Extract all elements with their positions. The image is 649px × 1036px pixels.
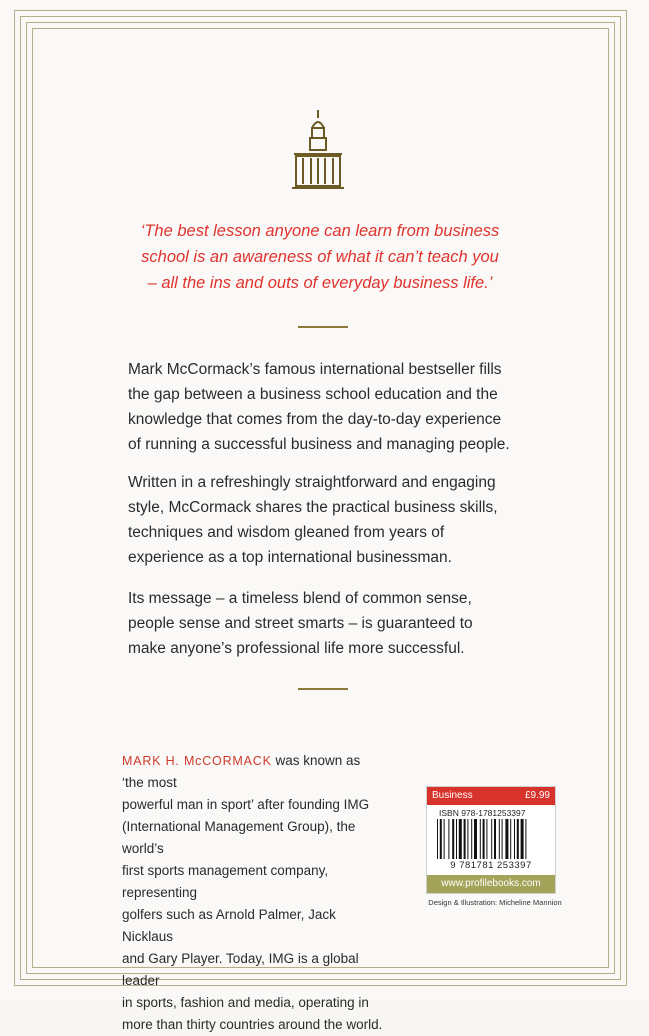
text-fragment: was known as ‘the most bbox=[122, 753, 361, 790]
text-line: more than thirty countries around the world. bbox=[122, 1017, 383, 1032]
design-credit: Design & Illustration: Micheline Mannion bbox=[428, 898, 562, 907]
author-bio bbox=[122, 750, 384, 1036]
divider bbox=[298, 326, 348, 328]
author-name: MARK H. McCORMACK bbox=[122, 754, 272, 768]
publisher-url[interactable]: www.profilebooks.com bbox=[427, 875, 555, 893]
barcode-icon bbox=[437, 819, 545, 859]
isbn-label: ISBN 978-1781253397 bbox=[439, 808, 526, 818]
text-line: golfers such as Arnold Palmer, Jack Nicklaus bbox=[122, 907, 336, 944]
description-paragraph-2 bbox=[128, 470, 520, 570]
text-line: (International Management Group), the world’s bbox=[122, 819, 356, 856]
text-line: make anyone’s professional life more successful. bbox=[128, 640, 465, 657]
text-line: in sports, fashion and media, operating in bbox=[122, 995, 369, 1010]
text-line: Written in a refreshingly straightforward and engaging bbox=[128, 474, 496, 491]
text-line: style, McCormack shares the practical business skills, bbox=[128, 499, 498, 516]
text-line: Its message – a timeless blend of common sense, bbox=[128, 590, 472, 607]
price-label: £9.99 bbox=[524, 790, 550, 801]
description-paragraph-3 bbox=[128, 586, 520, 661]
text-line: first sports management company, representing bbox=[122, 863, 329, 900]
divider bbox=[298, 688, 348, 690]
category-price-bar bbox=[427, 787, 555, 805]
text-line: knowledge that comes from the day-to-day experience bbox=[128, 411, 502, 428]
text-line: powerful man in sport’ after founding IMG bbox=[122, 797, 370, 812]
text-line: of running a successful business and managing people. bbox=[128, 436, 510, 453]
text-line: people sense and street smarts – is guaranteed to bbox=[128, 615, 473, 632]
pull-quote bbox=[110, 218, 530, 296]
text-line: techniques and wisdom gleaned from years of bbox=[128, 524, 445, 541]
building-logo-icon bbox=[290, 108, 346, 192]
text-line bbox=[122, 750, 384, 794]
quote-line: ‘The best lesson anyone can learn from business bbox=[140, 222, 500, 240]
text-line: Mark McCormack’s famous international bestseller fills bbox=[128, 361, 502, 378]
quote-line: – all the ins and outs of everyday business life.’ bbox=[147, 274, 493, 292]
category-label: Business bbox=[432, 790, 473, 801]
barcode-label bbox=[426, 786, 556, 894]
text-line: experience as a top international businessman. bbox=[128, 549, 452, 566]
quote-line: school is an awareness of what it can’t teach you bbox=[141, 248, 499, 266]
text-line: and Gary Player. Today, IMG is a global leader bbox=[122, 951, 359, 988]
description-paragraph-1 bbox=[128, 357, 520, 457]
barcode-digits: 9 781781 253397 bbox=[450, 860, 532, 871]
text-line: the gap between a business school education and the bbox=[128, 386, 498, 403]
